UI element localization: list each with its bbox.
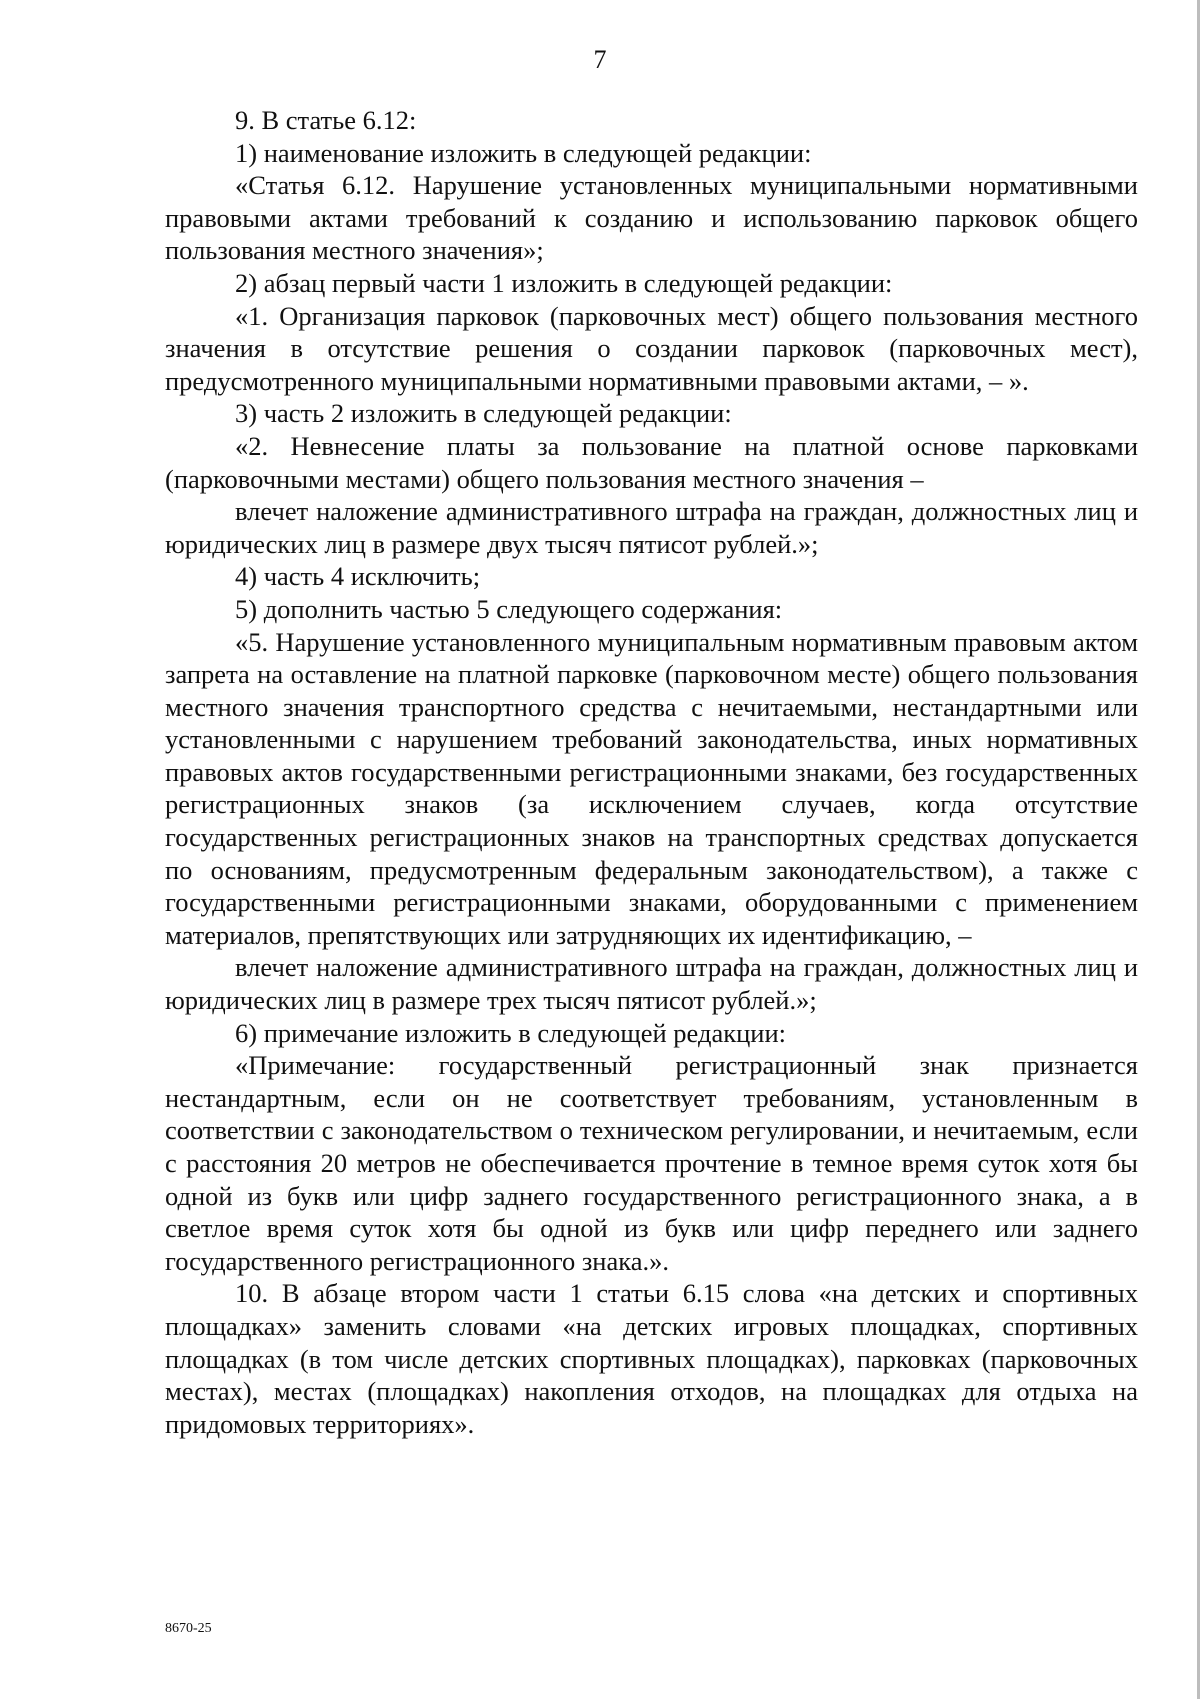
paragraph-item-5: 5) дополнить частью 5 следующего содержания: xyxy=(235,593,783,624)
paragraph-item-3: 3) часть 2 изложить в следующей редакции: xyxy=(235,398,732,429)
paragraph-part-1-quote: «1. Организация парковок (парковочных мест) общего пользования местного значения в отсутствие решения о создании парковок (парковочных мест), предусмотренного муниципальными нормативными правовыми актами, – ». xyxy=(165,300,1138,396)
paragraph-part-2-penalty: влечет наложение административного штрафа на граждан, должностных лиц и юридических лиц в размере двух тысяч пятисот рублей.»; xyxy=(165,496,1138,559)
paragraph-item-1: 1) наименование изложить в следующей редакции: xyxy=(235,137,812,168)
paragraph-article-heading: 9. В статье 6.12: xyxy=(235,105,417,135)
paragraph-item-2: 2) абзац первый части 1 изложить в следующей редакции: xyxy=(235,267,893,298)
document-code: 8670-25 xyxy=(165,1621,212,1636)
paragraph-article-10: 10. В абзаце втором части 1 статьи 6.15 слова «на детских и спортивных площадках» заменить словами «на детских игровых площадках, спортивных площадках (в том числе детских спортивных площадках), парковках (парковочных местах), местах (площадках) накопления отходов, на площадках для отдыха на придомовых территориях». xyxy=(165,1278,1138,1439)
paragraph-part-5-penalty: влечет наложение административного штрафа на граждан, должностных лиц и юридических лиц в размере трех тысяч пятисот рублей.»; xyxy=(165,952,1138,1016)
paragraph-item-4: 4) часть 4 исключить; xyxy=(235,561,481,592)
paragraph-article-title-quote: «Статья 6.12. Нарушение установленных муниципальными нормативными правовыми актами требований к созданию и использованию парковок общего пользования местного значения»; xyxy=(165,170,1138,266)
document-body xyxy=(165,104,1138,1440)
paragraph-note-quote: «Примечание: государственный регистрационный знак признается нестандартным, если он не соответствует требованиям, установленным в соответствии с законодательством о техническом регулировании, и нечитаемым, если с расстояния 20 метров не обеспечивается прочтение в темное время суток хотя бы одной из букв или цифр заднего государственного регистрационного знака, а в светлое время суток хотя бы одной из букв или цифр переднего или заднего государственного регистрационного знака.». xyxy=(165,1050,1138,1276)
paragraph-part-5-quote: «5. Нарушение установленного муниципальным нормативным правовым актом запрета на оставление на платной парковке (парковочном месте) общего пользования местного значения транспортного средства с нечитаемыми, нестандартными или установленными с нарушением требований законодательства, иных нормативных правовых актов государственными регистрационными знаками, без государственных регистрационных знаков (за исключением случаев, когда отсутствие государственных регистрационных знаков на транспортных средствах допускается по основаниям, предусмотренным федеральным законодательством), а также с государственными регистрационными знаками, оборудованными с применением материалов, препятствующих или затрудняющих их идентификацию, – xyxy=(165,626,1138,950)
paragraph-item-6: 6) примечание изложить в следующей редакции: xyxy=(235,1017,787,1048)
paragraph-part-2-quote: «2. Невнесение платы за пользование на платной основе парковками (парковочными местами) общего пользования местного значения – xyxy=(165,430,1138,494)
page-number: 7 xyxy=(593,45,607,74)
